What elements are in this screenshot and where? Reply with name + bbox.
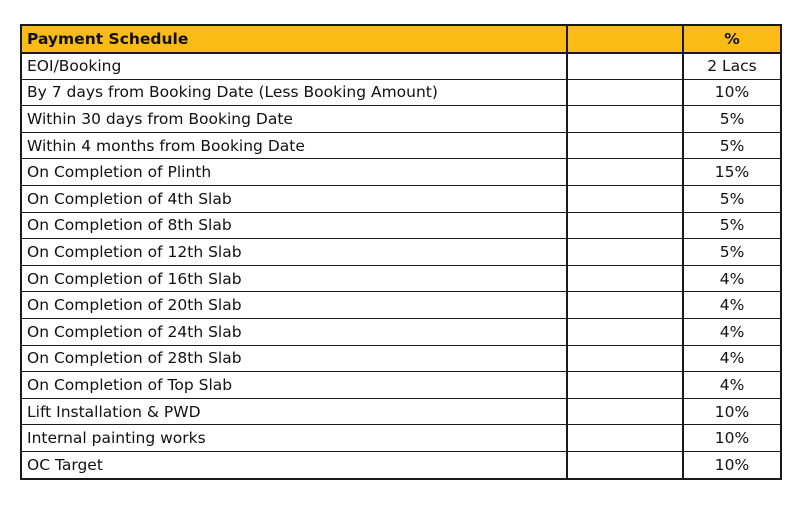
stage-cell: On Completion of Top Slab [22,372,567,399]
stage-cell: On Completion of 8th Slab [22,212,567,239]
stage-cell: On Completion of 20th Slab [22,292,567,319]
empty-cell [567,53,683,80]
table-header-row [22,26,780,53]
table-row [22,265,780,292]
table-row [22,398,780,425]
stage-cell: EOI/Booking [22,53,567,80]
empty-cell [567,212,683,239]
empty-cell [567,452,683,479]
amount-cell: 15% [683,159,780,186]
empty-cell [567,398,683,425]
stage-cell: By 7 days from Booking Date (Less Booking Amount) [22,79,567,106]
stage-cell: OC Target [22,452,567,479]
table-row [22,132,780,159]
stage-cell: On Completion of 28th Slab [22,345,567,372]
empty-cell [567,79,683,106]
empty-cell [567,372,683,399]
header-empty-cell [567,26,683,53]
table-row [22,212,780,239]
empty-cell [567,186,683,213]
amount-cell: 4% [683,345,780,372]
payment-schedule-heading: Payment Schedule [22,26,567,53]
table-row [22,372,780,399]
stage-cell: On Completion of 24th Slab [22,319,567,346]
stage-cell: Lift Installation & PWD [22,398,567,425]
amount-cell: 4% [683,292,780,319]
table-row [22,53,780,80]
amount-cell: 4% [683,372,780,399]
amount-cell: 10% [714,456,750,475]
table-row [22,345,780,372]
stage-cell: Internal painting works [22,425,567,452]
stage-cell: On Completion of 4th Slab [22,186,567,213]
amount-cell: 2 Lacs [683,53,780,80]
percent-heading: % [683,26,780,53]
empty-cell [567,239,683,266]
stage-cell: On Completion of 16th Slab [22,265,567,292]
amount-cell: 5% [683,239,780,266]
amount-cell: 10% [683,425,780,452]
empty-cell [567,425,683,452]
table-row [22,159,780,186]
empty-cell [567,319,683,346]
table-row [22,79,780,106]
amount-cell: 5% [683,186,780,213]
empty-cell [567,292,683,319]
table-row [22,186,780,213]
stage-cell: On Completion of 12th Slab [22,239,567,266]
table-row [22,292,780,319]
amount-cell: 5% [683,212,780,239]
table-row [22,425,780,452]
empty-cell [567,345,683,372]
table-body [22,53,780,479]
amount-cell: 4% [683,319,780,346]
table-row [22,106,780,133]
empty-cell [567,106,683,133]
payment-schedule-table [20,24,782,480]
table-row [22,239,780,266]
empty-cell [567,159,683,186]
amount-cell: 10% [683,398,780,425]
empty-cell [567,132,683,159]
empty-cell [567,265,683,292]
stage-cell: On Completion of Plinth [22,159,567,186]
table-row [22,319,780,346]
amount-cell: 4% [683,265,780,292]
stage-cell: Within 4 months from Booking Date [22,132,567,159]
stage-cell: Within 30 days from Booking Date [22,106,567,133]
table-row [22,452,780,479]
amount-cell: 5% [683,106,780,133]
amount-cell: 10% [683,79,780,106]
amount-cell: 5% [683,132,780,159]
